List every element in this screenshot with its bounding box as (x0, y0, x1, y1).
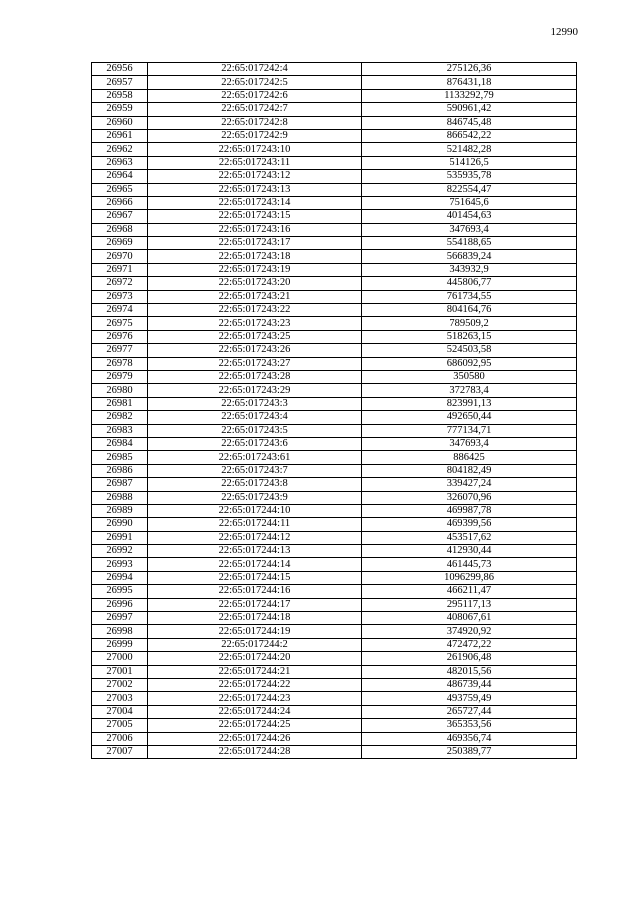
cadastral-value-cell: 590961,42 (362, 103, 577, 116)
cadastral-value-cell: 482015,56 (362, 665, 577, 678)
row-number-cell: 26993 (92, 558, 148, 571)
table-row (92, 397, 577, 410)
table-row (92, 317, 577, 330)
cadastral-value-cell: 777134,71 (362, 424, 577, 437)
cadastral-value-cell: 469356,74 (362, 732, 577, 745)
row-number-cell: 26970 (92, 250, 148, 263)
table-row (92, 143, 577, 156)
row-number-cell: 26972 (92, 277, 148, 290)
row-number-cell: 26976 (92, 330, 148, 343)
row-number-cell: 27001 (92, 665, 148, 678)
cadastral-value-cell: 326070,96 (362, 491, 577, 504)
cadastral-value-cell: 461445,73 (362, 558, 577, 571)
table-row (92, 370, 577, 383)
table-row (92, 625, 577, 638)
cadastral-value-cell: 761734,55 (362, 290, 577, 303)
table-row (92, 652, 577, 665)
cadastral-number-cell: 22:65:017244:15 (148, 571, 362, 584)
cadastral-value-cell: 350580 (362, 370, 577, 383)
cadastral-value-cell: 372783,4 (362, 384, 577, 397)
table-row (92, 705, 577, 718)
cadastral-number-cell: 22:65:017243:27 (148, 357, 362, 370)
row-number-cell: 27004 (92, 705, 148, 718)
row-number-cell: 26988 (92, 491, 148, 504)
cadastral-number-cell: 22:65:017243:8 (148, 478, 362, 491)
row-number-cell: 26994 (92, 571, 148, 584)
row-number-cell: 26956 (92, 63, 148, 76)
cadastral-number-cell: 22:65:017242:7 (148, 103, 362, 116)
cadastral-number-cell: 22:65:017243:9 (148, 491, 362, 504)
cadastral-value-cell: 261906,48 (362, 652, 577, 665)
cadastral-value-cell: 751645,6 (362, 196, 577, 209)
cadastral-value-cell: 469987,78 (362, 504, 577, 517)
cadastral-number-cell: 22:65:017244:18 (148, 612, 362, 625)
table-row (92, 263, 577, 276)
row-number-cell: 26980 (92, 384, 148, 397)
row-number-cell: 26978 (92, 357, 148, 370)
cadastral-number-cell: 22:65:017244:23 (148, 692, 362, 705)
row-number-cell: 26985 (92, 451, 148, 464)
row-number-cell: 26995 (92, 585, 148, 598)
cadastral-number-cell: 22:65:017242:6 (148, 89, 362, 102)
cadastral-value-cell: 486739,44 (362, 678, 577, 691)
row-number-cell: 26975 (92, 317, 148, 330)
row-number-cell: 26984 (92, 437, 148, 450)
row-number-cell: 26992 (92, 545, 148, 558)
cadastral-number-cell: 22:65:017243:15 (148, 210, 362, 223)
cadastral-value-cell: 492650,44 (362, 411, 577, 424)
table-row (92, 558, 577, 571)
cadastral-value-cell: 365353,56 (362, 719, 577, 732)
table-row (92, 223, 577, 236)
table-row (92, 76, 577, 89)
row-number-cell: 26967 (92, 210, 148, 223)
cadastral-number-cell: 22:65:017244:16 (148, 585, 362, 598)
table-row (92, 491, 577, 504)
cadastral-value-cell: 876431,18 (362, 76, 577, 89)
cadastral-number-cell: 22:65:017243:7 (148, 464, 362, 477)
cadastral-number-cell: 22:65:017244:19 (148, 625, 362, 638)
cadastral-number-cell: 22:65:017244:28 (148, 745, 362, 758)
row-number-cell: 27003 (92, 692, 148, 705)
row-number-cell: 26998 (92, 625, 148, 638)
row-number-cell: 26962 (92, 143, 148, 156)
cadastral-value-cell: 514126,5 (362, 156, 577, 169)
cadastral-number-cell: 22:65:017243:21 (148, 290, 362, 303)
cadastral-number-cell: 22:65:017243:10 (148, 143, 362, 156)
table-row (92, 357, 577, 370)
table-row (92, 745, 577, 758)
table-row (92, 290, 577, 303)
table-row (92, 129, 577, 142)
row-number-cell: 26963 (92, 156, 148, 169)
row-number-cell: 26979 (92, 370, 148, 383)
cadastral-value-cell: 445806,77 (362, 277, 577, 290)
row-number-cell: 27006 (92, 732, 148, 745)
table-row (92, 504, 577, 517)
table-row (92, 571, 577, 584)
table-row (92, 116, 577, 129)
cadastral-value-cell: 554188,65 (362, 237, 577, 250)
cadastral-number-cell: 22:65:017244:17 (148, 598, 362, 611)
cadastral-value-table (91, 62, 577, 759)
cadastral-value-cell: 374920,92 (362, 625, 577, 638)
row-number-cell: 26977 (92, 344, 148, 357)
cadastral-number-cell: 22:65:017243:25 (148, 330, 362, 343)
cadastral-value-cell: 804182,49 (362, 464, 577, 477)
row-number-cell: 26973 (92, 290, 148, 303)
table-row (92, 89, 577, 102)
cadastral-number-cell: 22:65:017243:17 (148, 237, 362, 250)
table-row (92, 598, 577, 611)
cadastral-value-cell: 466211,47 (362, 585, 577, 598)
cadastral-value-cell: 493759,49 (362, 692, 577, 705)
row-number-cell: 26957 (92, 76, 148, 89)
row-number-cell: 26987 (92, 478, 148, 491)
cadastral-value-cell: 1096299,86 (362, 571, 577, 584)
row-number-cell: 27007 (92, 745, 148, 758)
table-row (92, 304, 577, 317)
cadastral-number-cell: 22:65:017244:26 (148, 732, 362, 745)
cadastral-number-cell: 22:65:017243:5 (148, 424, 362, 437)
cadastral-value-cell: 866542,22 (362, 129, 577, 142)
table-row (92, 210, 577, 223)
table-row (92, 451, 577, 464)
cadastral-value-cell: 518263,15 (362, 330, 577, 343)
table-row (92, 250, 577, 263)
cadastral-number-cell: 22:65:017244:14 (148, 558, 362, 571)
cadastral-number-cell: 22:65:017242:5 (148, 76, 362, 89)
row-number-cell: 26989 (92, 504, 148, 517)
cadastral-number-cell: 22:65:017243:3 (148, 397, 362, 410)
cadastral-value-cell: 343932,9 (362, 263, 577, 276)
cadastral-number-cell: 22:65:017242:4 (148, 63, 362, 76)
table-row (92, 638, 577, 651)
cadastral-number-cell: 22:65:017244:2 (148, 638, 362, 651)
table-row (92, 277, 577, 290)
table-row (92, 545, 577, 558)
cadastral-value-cell: 686092,95 (362, 357, 577, 370)
cadastral-value-cell: 886425 (362, 451, 577, 464)
cadastral-value-cell: 521482,28 (362, 143, 577, 156)
cadastral-number-cell: 22:65:017243:26 (148, 344, 362, 357)
table-row (92, 424, 577, 437)
cadastral-number-cell: 22:65:017244:10 (148, 504, 362, 517)
row-number-cell: 26982 (92, 411, 148, 424)
table-row (92, 692, 577, 705)
table-row (92, 196, 577, 209)
row-number-cell: 26961 (92, 129, 148, 142)
cadastral-number-cell: 22:65:017244:11 (148, 518, 362, 531)
table-row (92, 437, 577, 450)
row-number-cell: 26964 (92, 170, 148, 183)
cadastral-value-cell: 412930,44 (362, 545, 577, 558)
row-number-cell: 26971 (92, 263, 148, 276)
table-row (92, 585, 577, 598)
cadastral-number-cell: 22:65:017243:28 (148, 370, 362, 383)
cadastral-number-cell: 22:65:017243:6 (148, 437, 362, 450)
cadastral-number-cell: 22:65:017243:29 (148, 384, 362, 397)
table-row (92, 384, 577, 397)
cadastral-number-cell: 22:65:017242:8 (148, 116, 362, 129)
cadastral-value-cell: 453517,62 (362, 531, 577, 544)
row-number-cell: 26986 (92, 464, 148, 477)
table-row (92, 103, 577, 116)
row-number-cell: 26981 (92, 397, 148, 410)
cadastral-number-cell: 22:65:017243:23 (148, 317, 362, 330)
row-number-cell: 26996 (92, 598, 148, 611)
table-row (92, 411, 577, 424)
cadastral-value-cell: 250389,77 (362, 745, 577, 758)
row-number-cell: 26991 (92, 531, 148, 544)
cadastral-value-cell: 469399,56 (362, 518, 577, 531)
cadastral-value-cell: 408067,61 (362, 612, 577, 625)
row-number-cell: 26958 (92, 89, 148, 102)
cadastral-number-cell: 22:65:017243:22 (148, 304, 362, 317)
cadastral-number-cell: 22:65:017243:20 (148, 277, 362, 290)
cadastral-number-cell: 22:65:017243:12 (148, 170, 362, 183)
cadastral-value-cell: 265727,44 (362, 705, 577, 718)
table-row (92, 478, 577, 491)
cadastral-number-cell: 22:65:017242:9 (148, 129, 362, 142)
cadastral-number-cell: 22:65:017244:12 (148, 531, 362, 544)
table-row (92, 156, 577, 169)
table-row (92, 170, 577, 183)
row-number-cell: 26974 (92, 304, 148, 317)
table-row (92, 237, 577, 250)
cadastral-value-cell: 789509,2 (362, 317, 577, 330)
row-number-cell: 26997 (92, 612, 148, 625)
cadastral-number-cell: 22:65:017243:18 (148, 250, 362, 263)
table-row (92, 330, 577, 343)
cadastral-value-cell: 347693,4 (362, 437, 577, 450)
table-row (92, 183, 577, 196)
cadastral-number-cell: 22:65:017244:20 (148, 652, 362, 665)
cadastral-value-cell: 401454,63 (362, 210, 577, 223)
row-number-cell: 26983 (92, 424, 148, 437)
table-row (92, 732, 577, 745)
table-row (92, 719, 577, 732)
cadastral-value-cell: 339427,24 (362, 478, 577, 491)
cadastral-number-cell: 22:65:017243:4 (148, 411, 362, 424)
row-number-cell: 26965 (92, 183, 148, 196)
cadastral-number-cell: 22:65:017243:11 (148, 156, 362, 169)
cadastral-number-cell: 22:65:017243:61 (148, 451, 362, 464)
table-row (92, 612, 577, 625)
table-row (92, 63, 577, 76)
row-number-cell: 27002 (92, 678, 148, 691)
cadastral-value-cell: 822554,47 (362, 183, 577, 196)
cadastral-number-cell: 22:65:017244:24 (148, 705, 362, 718)
cadastral-number-cell: 22:65:017243:19 (148, 263, 362, 276)
row-number-cell: 27005 (92, 719, 148, 732)
row-number-cell: 26990 (92, 518, 148, 531)
row-number-cell: 26966 (92, 196, 148, 209)
table-row (92, 518, 577, 531)
row-number-cell: 26968 (92, 223, 148, 236)
cadastral-value-cell: 1133292,79 (362, 89, 577, 102)
table-body (92, 63, 577, 759)
cadastral-number-cell: 22:65:017244:13 (148, 545, 362, 558)
cadastral-value-cell: 472472,22 (362, 638, 577, 651)
row-number-cell: 26959 (92, 103, 148, 116)
cadastral-value-cell: 524503,58 (362, 344, 577, 357)
table-row (92, 344, 577, 357)
cadastral-value-cell: 823991,13 (362, 397, 577, 410)
cadastral-number-cell: 22:65:017243:14 (148, 196, 362, 209)
cadastral-value-cell: 804164,76 (362, 304, 577, 317)
cadastral-number-cell: 22:65:017244:25 (148, 719, 362, 732)
cadastral-number-cell: 22:65:017243:13 (148, 183, 362, 196)
cadastral-number-cell: 22:65:017244:21 (148, 665, 362, 678)
page-number: 12990 (550, 26, 578, 38)
table-row (92, 678, 577, 691)
table-row (92, 531, 577, 544)
table-row (92, 464, 577, 477)
cadastral-value-cell: 275126,36 (362, 63, 577, 76)
cadastral-number-cell: 22:65:017244:22 (148, 678, 362, 691)
cadastral-value-cell: 535935,78 (362, 170, 577, 183)
row-number-cell: 27000 (92, 652, 148, 665)
cadastral-number-cell: 22:65:017243:16 (148, 223, 362, 236)
cadastral-value-cell: 347693,4 (362, 223, 577, 236)
row-number-cell: 26969 (92, 237, 148, 250)
cadastral-value-cell: 846745,48 (362, 116, 577, 129)
row-number-cell: 26999 (92, 638, 148, 651)
cadastral-value-cell: 566839,24 (362, 250, 577, 263)
cadastral-value-cell: 295117,13 (362, 598, 577, 611)
row-number-cell: 26960 (92, 116, 148, 129)
table-row (92, 665, 577, 678)
